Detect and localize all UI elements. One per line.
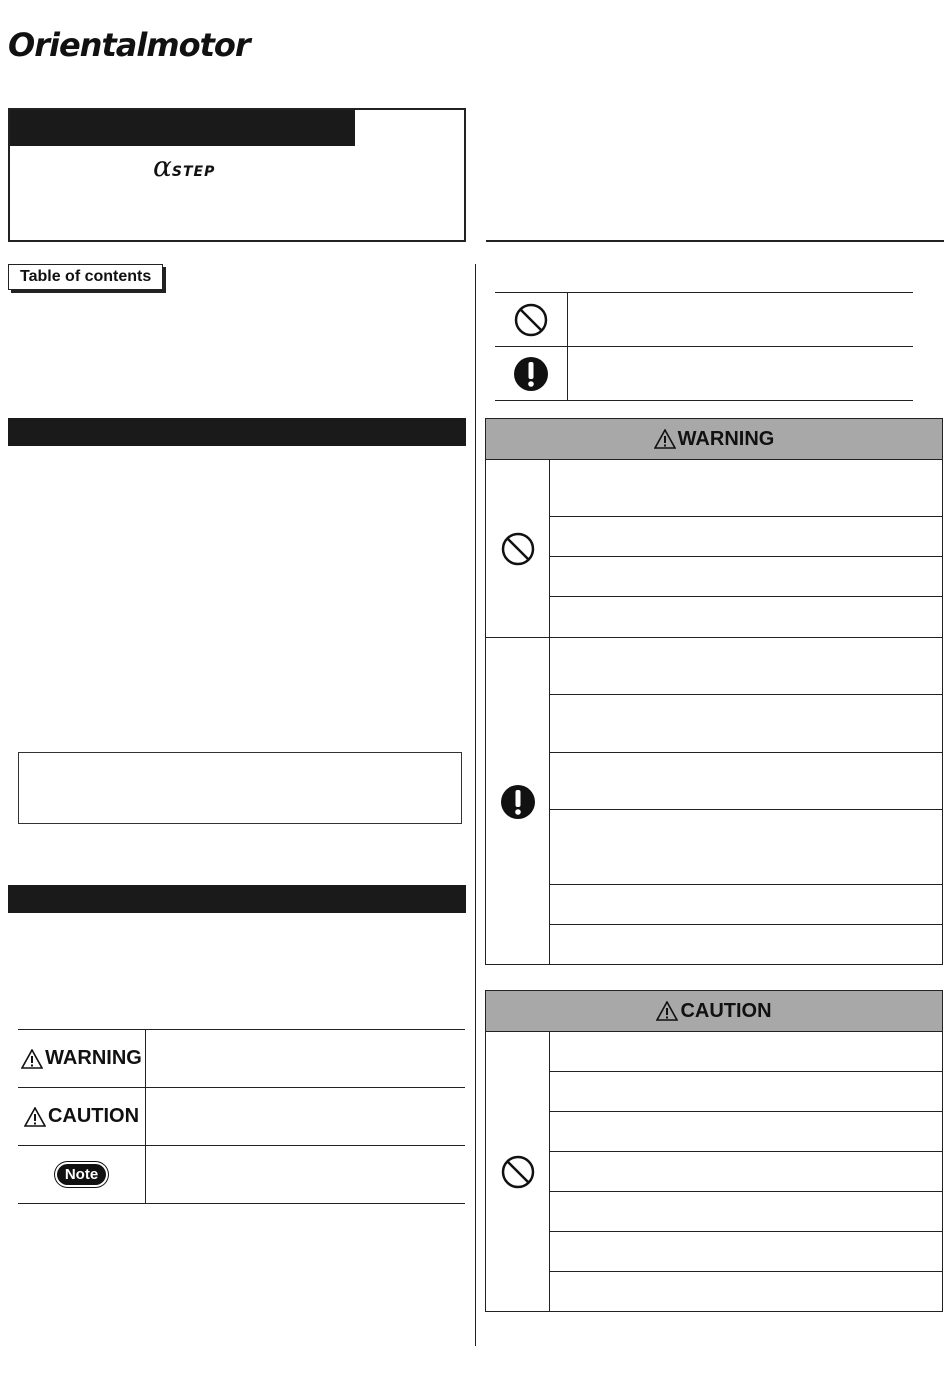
brand-logo: Orientalmotor [8, 26, 250, 64]
caution-prohibited-rows [550, 1032, 942, 1312]
warning-prohibited-group [486, 460, 942, 638]
caution-panel-header [486, 991, 942, 1032]
caution-row [550, 1192, 942, 1232]
prohibited-icon [500, 1154, 536, 1190]
caution-row [550, 1272, 942, 1312]
legend-row-caution [18, 1088, 465, 1146]
warning-row [550, 597, 942, 637]
icon-cell-mandatory [495, 347, 568, 400]
icon-row-mandatory [495, 347, 913, 401]
warning-row [550, 638, 942, 695]
section-bar-1 [8, 418, 466, 446]
warning-row [550, 885, 942, 925]
icon-explanation-table [495, 292, 913, 401]
toc-label: Table of contents [8, 264, 163, 290]
warning-triangle-icon [654, 429, 676, 449]
caution-row [550, 1112, 942, 1152]
warning-row [550, 753, 942, 810]
warning-row [550, 557, 942, 597]
warning-row [550, 517, 942, 557]
legend-row-warning [18, 1030, 465, 1088]
warning-triangle-icon [24, 1107, 46, 1127]
warning-panel-title: WARNING [677, 427, 775, 450]
warning-row [550, 810, 942, 885]
warning-row [550, 460, 942, 517]
warning-row [550, 925, 942, 965]
prohibited-icon [513, 302, 549, 338]
exclamation-icon [513, 356, 549, 392]
info-box [18, 752, 462, 824]
warning-mandatory-group [486, 638, 942, 965]
product-step: STEP [171, 164, 216, 180]
warning-mandatory-rows [550, 638, 942, 965]
warning-prohibited-icon-cell [486, 460, 550, 637]
product-logo [153, 150, 215, 183]
caution-row [550, 1152, 942, 1192]
section-bar-2 [8, 885, 466, 913]
prohibited-icon [500, 531, 536, 567]
warning-row [550, 695, 942, 753]
header-rule [486, 240, 944, 242]
warning-triangle-icon [656, 1001, 678, 1021]
caution-panel [485, 990, 943, 1312]
caution-prohibited-group [486, 1032, 942, 1312]
caution-row [550, 1032, 942, 1072]
caution-panel-title: CAUTION [680, 999, 772, 1022]
legend-caution-label [18, 1088, 146, 1145]
symbol-legend-table [18, 1029, 465, 1204]
legend-row-note [18, 1146, 465, 1203]
note-badge: Note [57, 1164, 106, 1185]
caution-prohibited-icon-cell [486, 1032, 550, 1312]
caution-row [550, 1072, 942, 1112]
exclamation-icon [500, 784, 536, 820]
icon-row-prohibited [495, 293, 913, 347]
legend-caution-text: CAUTION [47, 1105, 140, 1127]
legend-warning-text: WARNING [45, 1047, 142, 1069]
icon-cell-prohibited [495, 293, 568, 346]
legend-note-label [18, 1146, 146, 1203]
warning-panel-header [486, 419, 942, 460]
warning-prohibited-rows [550, 460, 942, 637]
product-alpha: α [153, 150, 172, 183]
title-bar [10, 110, 355, 146]
warning-triangle-icon [21, 1049, 43, 1069]
legend-warning-label [18, 1030, 146, 1087]
column-divider [475, 264, 476, 1346]
caution-row [550, 1232, 942, 1272]
warning-panel [485, 418, 943, 965]
title-box [8, 108, 466, 242]
warning-mandatory-icon-cell [486, 638, 550, 965]
